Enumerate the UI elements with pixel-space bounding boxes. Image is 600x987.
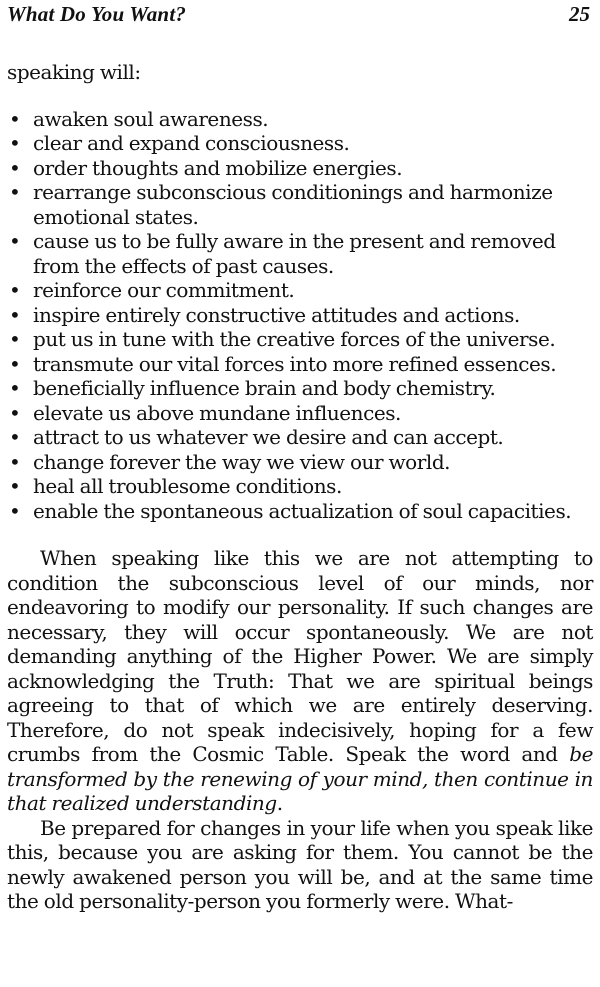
bullet-dot-icon: •: [9, 474, 21, 498]
bullet-text: heal all troublesome conditions.: [33, 474, 342, 498]
paragraph-1-emphasis: be transformed by the renewing of your mind, then continue in that realized understanding: [7, 742, 593, 815]
bullet-item: [7, 499, 593, 524]
running-head: [7, 2, 590, 32]
bullet-item: [7, 425, 593, 450]
bullet-item: [7, 474, 593, 499]
bullet-text: rearrange subconscious conditionings and harmonize emotional states.: [33, 180, 553, 229]
bullet-dot-icon: •: [9, 425, 21, 449]
bullet-item: [7, 180, 593, 229]
text-body: [7, 60, 593, 914]
bullet-item: [7, 278, 593, 303]
bullet-item: [7, 401, 593, 426]
bullet-text: transmute our vital forces into more refined essences.: [33, 351, 557, 376]
bullet-dot-icon: •: [9, 180, 21, 204]
bullet-item: [7, 156, 593, 181]
intro-line: speaking will:: [7, 60, 141, 84]
bullet-text: order thoughts and mobilize energies.: [33, 155, 403, 180]
bullet-dot-icon: •: [9, 106, 21, 131]
bullet-dot-icon: •: [9, 278, 21, 302]
bullet-dot-icon: •: [9, 155, 21, 180]
bullet-text: put us in tune with the creative forces of the universe.: [33, 327, 556, 351]
bullet-text: change forever the way we view our world.: [33, 449, 451, 474]
bullet-item: [7, 229, 593, 278]
bullet-dot-icon: •: [9, 449, 21, 474]
bullet-item: [7, 352, 593, 377]
bullet-dot-icon: •: [9, 131, 21, 155]
bullet-text: inspire entirely constructive attitudes and actions.: [33, 302, 520, 327]
page-number: 25: [569, 2, 590, 26]
bullet-dot-icon: •: [9, 498, 21, 523]
bullet-item: [7, 450, 593, 475]
bullet-item: [7, 131, 593, 156]
bullet-text: attract to us whatever we desire and can accept.: [33, 425, 504, 449]
bullet-text: enable the spontaneous actualization of soul capacities.: [33, 498, 572, 523]
bullet-dot-icon: •: [9, 351, 21, 376]
bullet-text: beneficially influence brain and body chemistry.: [33, 376, 496, 400]
bullet-dot-icon: •: [9, 302, 21, 327]
bullet-text: cause us to be fully aware in the present and removed from the effects of past causes.: [33, 229, 556, 278]
bullet-dot-icon: •: [9, 376, 21, 400]
chapter-title: What Do You Want?: [7, 2, 187, 26]
paragraph-1-text: When speaking like this we are not attempting to condition the subconscious level of our minds, nor endeavoring to modify our personality. If such changes are necessary, they will occur spontaneously. We are not demanding anything of the Higher Power. We are simply acknowledging the Truth: That we are spiritual beings agreeing to that of which we are entirely deserving. Therefore, do not speak indecisively, hoping for a few crumbs from the Cosmic Table. Speak the word and: [7, 546, 593, 766]
bullet-dot-icon: •: [9, 229, 21, 253]
bullet-list: [7, 107, 593, 524]
bullet-dot-icon: •: [9, 400, 21, 425]
bullet-item: [7, 303, 593, 328]
paragraph-2: Be prepared for changes in your life when you speak like this, because you are asking for them. You cannot be the newly awakened person you will be, and at the same time the old personality-person you formerly were. What-: [7, 815, 593, 913]
bullet-item: [7, 107, 593, 132]
bullet-text: clear and expand consciousness.: [33, 131, 350, 155]
paragraph-1-end: .: [276, 791, 283, 815]
bullet-text: reinforce our commitment.: [33, 278, 295, 302]
bullet-item: [7, 327, 593, 352]
bullet-text: elevate us above mundane influences.: [33, 400, 401, 425]
bullet-dot-icon: •: [9, 327, 21, 351]
bullet-item: [7, 376, 593, 401]
bullet-text: awaken soul awareness.: [33, 106, 269, 131]
paragraph-1: [7, 546, 593, 816]
